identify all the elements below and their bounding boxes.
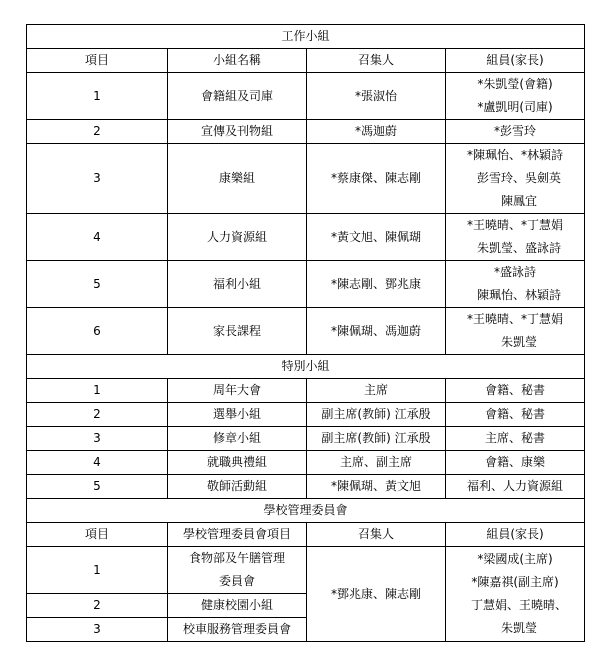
group-name: 康樂組 xyxy=(168,144,307,214)
table-row xyxy=(27,261,585,308)
group-name: 人力資源組 xyxy=(168,214,307,261)
members xyxy=(446,308,585,355)
committee-name-line: 食物部及午膳管理 xyxy=(188,551,285,565)
col-header-committee-item: 學校管理委員會項目 xyxy=(168,523,307,547)
convener: *陳佩瑚、黃文旭 xyxy=(307,475,446,499)
col-header-convener: 召集人 xyxy=(307,523,446,547)
table-row xyxy=(27,73,585,120)
member-line: *陳珮怡、*林穎詩 xyxy=(467,148,564,162)
item-number: 5 xyxy=(27,261,168,308)
convener: 副主席(教師) 江承殷 xyxy=(307,403,446,427)
members xyxy=(446,120,585,144)
member-line: *王曉晴、*丁慧娟 xyxy=(467,218,564,232)
group-name: 會籍組及司庫 xyxy=(168,73,307,120)
committee-name: 健康校園小組 xyxy=(168,594,307,618)
member-line: 朱凱瑩、盛詠詩 xyxy=(477,241,562,255)
members xyxy=(446,73,585,120)
committee-name: 校車服務管理委員會 xyxy=(168,618,307,642)
convener: *張淑怡 xyxy=(307,73,446,120)
committee-name-line: 委員會 xyxy=(218,574,255,588)
member-line: *王曉晴、*丁慧娟 xyxy=(467,312,564,326)
item-number: 2 xyxy=(27,120,168,144)
item-number: 2 xyxy=(27,403,168,427)
table-row xyxy=(27,308,585,355)
members xyxy=(446,214,585,261)
item-number: 1 xyxy=(27,73,168,120)
member-line: *彭雪玲 xyxy=(494,124,537,138)
members xyxy=(446,547,585,642)
members xyxy=(446,261,585,308)
item-number: 3 xyxy=(27,427,168,451)
table-row xyxy=(27,451,585,475)
member-line: *盧凱明(司庫) xyxy=(477,100,553,114)
item-number: 4 xyxy=(27,451,168,475)
convener: *陳佩瑚、馮迦蔚 xyxy=(307,308,446,355)
committee-name xyxy=(168,547,307,594)
col-header-item: 項目 xyxy=(27,523,168,547)
convener: *黃文旭、陳佩瑚 xyxy=(307,214,446,261)
group-name: 選舉小組 xyxy=(168,403,307,427)
group-name: 福利小組 xyxy=(168,261,307,308)
member-line: 朱凱瑩 xyxy=(501,335,538,349)
col-header-members: 組員(家長) xyxy=(446,49,585,73)
section-header-row xyxy=(27,499,585,523)
member-line: *陳嘉祺(副主席) xyxy=(471,575,559,589)
member-line: *朱凱瑩(會籍) xyxy=(477,77,553,91)
item-number: 1 xyxy=(27,547,168,594)
table-row xyxy=(27,427,585,451)
section-title-work: 工作小組 xyxy=(27,25,585,49)
convener: 副主席(教師) 江承殷 xyxy=(307,427,446,451)
item-number: 6 xyxy=(27,308,168,355)
table-row xyxy=(27,475,585,499)
members xyxy=(446,144,585,214)
convener: *蔡康傑、陳志剛 xyxy=(307,144,446,214)
group-name: 修章小組 xyxy=(168,427,307,451)
member-line: *梁國成(主席) xyxy=(477,552,553,566)
section-header-row xyxy=(27,25,585,49)
group-name: 宣傳及刊物組 xyxy=(168,120,307,144)
member-line: 丁慧娟、王曉晴、 xyxy=(471,598,568,612)
member-line: 彭雪玲、吳劍英 xyxy=(477,171,562,185)
table-row xyxy=(27,120,585,144)
members: 會籍、秘書 xyxy=(446,403,585,427)
member-line: 陳鳳宜 xyxy=(501,194,538,208)
members: 會籍、秘書 xyxy=(446,379,585,403)
members: 福利、人力資源組 xyxy=(446,475,585,499)
table-row xyxy=(27,214,585,261)
group-name: 家長課程 xyxy=(168,308,307,355)
members: 會籍、康樂 xyxy=(446,451,585,475)
convener: *馮迦蔚 xyxy=(307,120,446,144)
convener: 主席 xyxy=(307,379,446,403)
item-number: 4 xyxy=(27,214,168,261)
column-header-row xyxy=(27,523,585,547)
col-header-convener: 召集人 xyxy=(307,49,446,73)
col-header-item: 項目 xyxy=(27,49,168,73)
item-number: 2 xyxy=(27,594,168,618)
section-title-smc: 學校管理委員會 xyxy=(27,499,585,523)
committee-table xyxy=(26,24,585,642)
member-line: *盛詠詩 xyxy=(494,265,537,279)
table-row xyxy=(27,379,585,403)
convener: 主席、副主席 xyxy=(307,451,446,475)
convener: *陳志剛、鄧兆康 xyxy=(307,261,446,308)
item-number: 3 xyxy=(27,144,168,214)
table-row xyxy=(27,547,585,594)
table-row xyxy=(27,403,585,427)
item-number: 1 xyxy=(27,379,168,403)
table-row xyxy=(27,144,585,214)
section-header-row xyxy=(27,355,585,379)
section-title-special: 特別小組 xyxy=(27,355,585,379)
col-header-group-name: 小組名稱 xyxy=(168,49,307,73)
member-line: 朱凱瑩 xyxy=(501,621,538,635)
item-number: 3 xyxy=(27,618,168,642)
group-name: 敬師活動組 xyxy=(168,475,307,499)
member-line: 陳珮怡、林穎詩 xyxy=(477,288,562,302)
group-name: 就職典禮組 xyxy=(168,451,307,475)
convener: *鄧兆康、陳志剛 xyxy=(307,547,446,642)
col-header-members: 組員(家長) xyxy=(446,523,585,547)
group-name: 周年大會 xyxy=(168,379,307,403)
column-header-row xyxy=(27,49,585,73)
item-number: 5 xyxy=(27,475,168,499)
members: 主席、秘書 xyxy=(446,427,585,451)
